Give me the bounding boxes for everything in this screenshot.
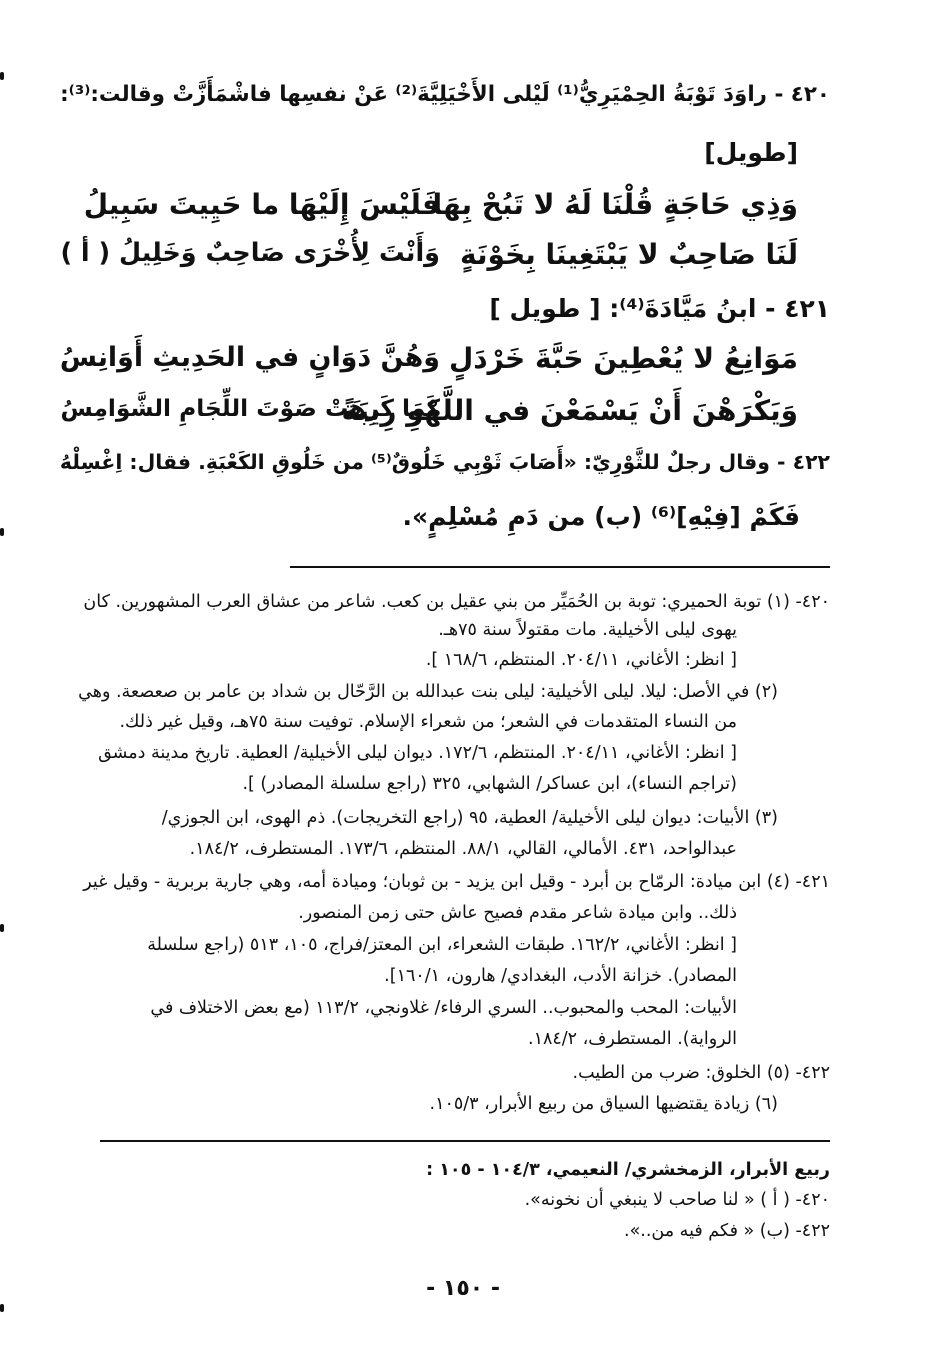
footnote-line: عبدالواحد، ٤٣١. الأمالي، القالي، ٨٨/١. المنتظم، ١٧٣/٦. المستطرف، ١٨٤/٢. <box>189 839 737 859</box>
footnote-line: المصادر). خزانة الأدب، البغدادي/ هارون، ١٦٠/١]. <box>384 966 737 986</box>
verse-3-second-hemistich: وَهُنَّ دَوَانٍ في الحَدِيثِ أَوَانِسُ <box>59 342 440 373</box>
footnote-separator <box>290 566 830 568</box>
scan-mark <box>0 924 4 932</box>
scan-mark <box>0 528 4 536</box>
variants-separator <box>100 1140 830 1142</box>
footnote-line: يهوى ليلى الأخيلية. مات مقتولاً سنة ٧٥هـ. <box>438 620 737 640</box>
verse-3-first-hemistich: مَوَانِعُ لا يُعْطِينَ حَبَّةَ خَرْدَلٍ <box>448 342 798 375</box>
footnote-line: ٤٢١- (٤) ابن ميادة: الرمّاح بن أبرد - وقيل ابن يزيد - بن ثوبان؛ وميادة أمه، وهي جارية بربرية - وقيل غير <box>83 872 830 892</box>
footnote-line: [ انظر: الأغاني، ١٦٢/٢. طبقات الشعراء، ابن المعتز/فراج، ١٠٥، ٥١٣ (راجع سلسلة <box>147 935 737 955</box>
footnote-line: الأبيات: المحب والمحبوب.. السري الرفاء/ غلاونجي، ١١٣/٢ (مع بعض الاختلاف في <box>150 998 737 1018</box>
footnote-line: ٤٢٠- (١) توبة الحميري: توبة بن الحُمَيِّر من بني عقيل بن كعب. شاعر من عشاق العرب المشهورين. كان <box>83 592 830 612</box>
footnote-line: (تراجم النساء)، ابن عساكر/ الشهابي، ٣٢٥ (راجع سلسلة المصادر) ]. <box>242 774 737 794</box>
verse-4-first-hemistich: وَيَكْرَهْنَ أَنْ يَسْمَعْنَ في اللَّهْوِ رِيبَةً <box>341 394 798 427</box>
entry-421-line: ٤٢١ - ابنُ مَيَّادَةَ⁽⁴⁾: [ طويل ] <box>489 294 830 323</box>
footnote-line: ٤٢٢- (٥) الخلوق: ضرب من الطيب. <box>572 1063 830 1083</box>
footnote-line: (٦) زيادة يقتضيها السياق من ربيع الأبرار، ١٠٥/٣. <box>429 1094 778 1114</box>
verse-4-second-hemistich: كَمَا كَرِهَتْ صَوْتَ اللِّجَامِ الشَّوَامِسُ <box>60 394 440 422</box>
variant-a: ٤٢٠- ( أ ) « لنا صاحب لا ينبغي أن نخونه». <box>524 1190 830 1210</box>
entry-420-line: ٤٢٠ - راوَدَ تَوْبَةُ الحِمْيَرِيُّ⁽¹⁾ لَيْلى الأَخْيَلِيَّةَ⁽²⁾ عَنْ نفسِها فاشْمَأَزَّتْ وقالت:⁽³⁾: <box>60 82 830 107</box>
entry-422-line-1: ٤٢٢ - وقال رجلٌ للثَّوْرِيّ: «أَصَابَ ثَوْبِي خَلُوقٌ⁽⁵⁾ من خَلُوقِ الكَعْبَةِ. فقال: اِغْسِلْهُ <box>59 450 830 474</box>
verse-1-second-hemistich: فَلَيْسَ إِلَيْهَا ما حَيِيتَ سَبِيلُ <box>83 188 440 221</box>
footnote-line: من النساء المتقدمات في الشعر؛ من شعراء الإسلام. توفيت سنة ٧٥هـ، وقيل غير ذلك. <box>119 712 737 732</box>
footnote-line: [ انظر: الأغاني، ٢٠٤/١١. المنتظم، ١٧٢/٦. ديوان ليلى الأخيلية/ العطية. تاريخ مدينة دمشق <box>98 743 737 763</box>
footnote-line: [ انظر: الأغاني، ٢٠٤/١١. المنتظم، ١٦٨/٦ ]. <box>425 650 737 670</box>
scan-mark <box>0 1304 4 1312</box>
entry-420-meter: [طويل] <box>704 138 798 167</box>
entry-422-line-2: فَكَمْ [فِيْهِ]⁽⁶⁾ (ب) من دَمِ مُسْلِمٍ». <box>402 502 800 531</box>
footnote-line: ذلك.. وابن ميادة شاعر مقدم فصيح عاش حتى زمن المنصور. <box>298 903 737 923</box>
footnote-line: الرواية). المستطرف، ١٨٤/٢. <box>527 1029 737 1049</box>
variant-b: ٤٢٢- (ب) « فكم فيه من..». <box>624 1221 830 1241</box>
verse-2-first-hemistich: لَنَا صَاحِبٌ لا يَبْتَغِينَا بِخَوْنَةٍ <box>460 238 798 271</box>
page-number: - ١٥٠ - <box>426 1276 500 1301</box>
variants-source: ربيع الأبرار، الزمخشري/ النعيمي، ١٠٤/٣ - ١٠٥ : <box>426 1160 830 1180</box>
footnote-line: (٢) في الأصل: ليلا. ليلى الأخيلية: ليلى بنت عبدالله بن الرَّحّال بن شداد بن عامر بن صعصعة. وهي <box>78 682 778 702</box>
verse-1-first-hemistich: وَذِي حَاجَةٍ قُلْنَا لَهُ لا تَبُحْ بِهَا <box>432 188 798 221</box>
verse-2-second-hemistich: وَأَنْتَ لِأُخْرَى صَاحِبٌ وَخَلِيلُ ( أ ) <box>60 238 440 268</box>
footnote-line: (٣) الأبيات: ديوان ليلى الأخيلية/ العطية، ٩٥ (راجع التخريجات). ذم الهوى، ابن الجوزي/ <box>161 808 778 828</box>
scan-mark <box>0 72 4 80</box>
